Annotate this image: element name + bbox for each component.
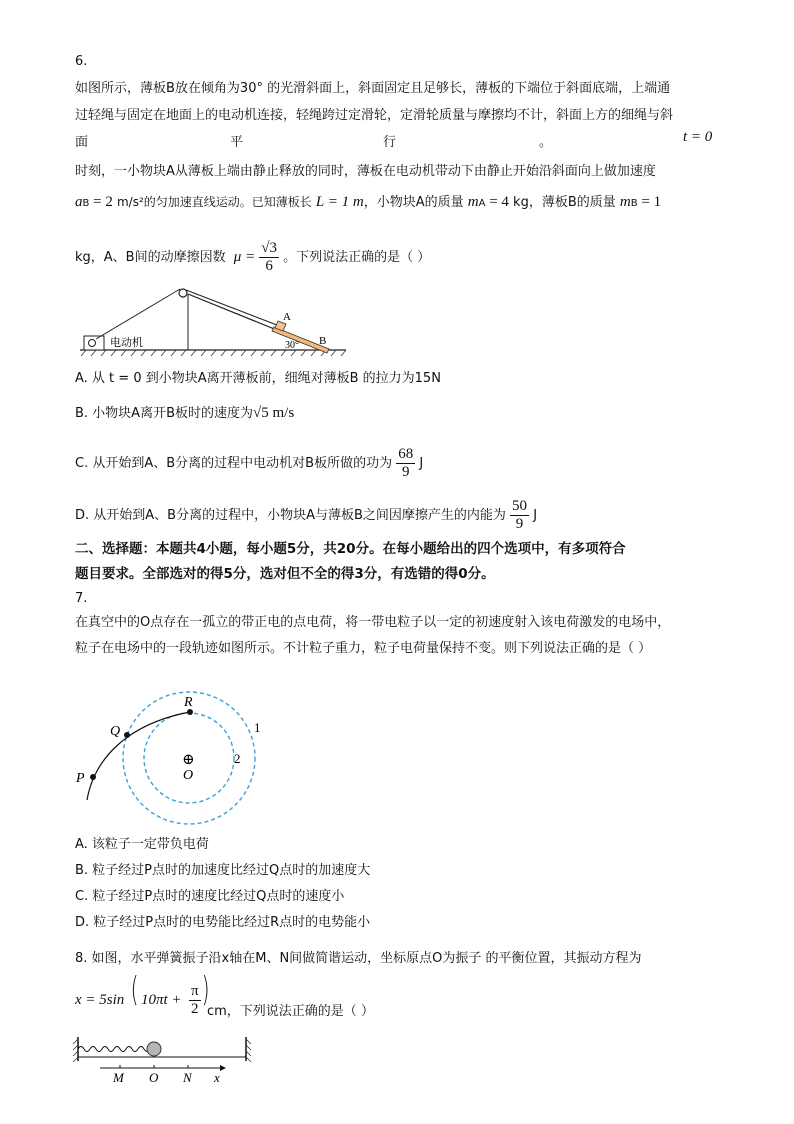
q7-optA: A. 该粒子一定带负电荷 <box>75 837 209 852</box>
optC-frac: $\frac{68}{9}$ <box>398 446 414 480</box>
label-Q: Q <box>110 724 121 739</box>
label-R: R <box>184 695 193 710</box>
q6-mA-eq: = 4 <box>485 194 509 210</box>
label-1: 1 <box>254 720 261 735</box>
q7-line1: 在真空中的O点存在一孤立的带正电的点电荷，将一带电粒子以一定的初速度射入该电荷激发的电场中， <box>75 615 671 630</box>
q6-line3-char: 。 <box>539 135 553 150</box>
label-x: x <box>214 1070 220 1085</box>
point-Q <box>124 732 130 738</box>
point-P <box>90 774 96 780</box>
q6-mA-text: ，小物块A的质量 <box>363 195 464 210</box>
q6-line2: 过轻绳与固定在地面上的电动机连接，轻绳跨过定滑轮，定滑轮质量与摩擦均不计，斜面上方的细绳与斜 <box>75 108 674 123</box>
rope-lower <box>96 289 180 339</box>
label-A: A <box>283 311 291 323</box>
motor-box <box>84 336 104 350</box>
q6-line4: 时刻，一小物块A从薄板上端由静止释放的同时，薄板在电动机带动下由静止开始沿斜面向上做加速度 <box>75 164 656 179</box>
q8-eq-in: 10πt + <box>141 992 182 1008</box>
label-N: N <box>183 1070 192 1085</box>
q8-figure <box>70 1035 260 1085</box>
q6-aB-sub: B <box>82 198 90 209</box>
q6-optB: B. 小物块A离开B板时的速度为√5 m/s <box>75 405 295 421</box>
label-O: O <box>149 1070 159 1085</box>
q6-line1: 如图所示，薄板B放在倾角为30° 的光滑斜面上，斜面固定且足够长，薄板的下端位于斜面底端，上端通 <box>75 81 671 96</box>
q6-optA: A. 从 t = 0 到小物块A离开薄板前，细绳对薄板B 的拉力为15N <box>75 371 441 386</box>
q7-optD: D. 粒子经过P点时的电势能比经过R点时的电势能小 <box>75 915 371 930</box>
motor-label: 电动机 <box>110 336 143 349</box>
charge-symbol: ⊕ <box>182 752 195 768</box>
q7-optC: C. 粒子经过P点时的速度比经过Q点时的速度小 <box>75 889 345 904</box>
x-axis-arrow <box>220 1065 226 1071</box>
q6-line6a: kg，A、B间的动摩擦因数 <box>75 250 226 265</box>
q6-line3-char: 平 <box>230 135 244 150</box>
q6-number: 6. <box>75 54 88 69</box>
q6-L: L = 1 m <box>315 194 364 210</box>
ground-hatch <box>81 350 346 356</box>
q6-optC: C. 从开始到A、B分离的过程中电动机对B板所做的功为 $\frac{68}{9}$ J <box>75 446 424 480</box>
q7-optB: B. 粒子经过P点时的加速度比经过Q点时的加速度大 <box>75 863 371 878</box>
label-B: B <box>319 335 327 347</box>
q6-line5 <box>75 193 661 213</box>
q8-eq-frac: $\frac{\pi}{2}$ <box>191 983 199 1017</box>
q7-line2: 粒子在电场中的一段轨迹如图所示。不计粒子重力，粒子电荷量保持不变。则下列说法正确的是（ ） <box>75 641 652 656</box>
spring <box>78 1047 154 1052</box>
q6-line3-char: 面 <box>75 135 89 150</box>
q7-number: 7. <box>75 591 88 606</box>
section2-line1: 二、选择题：本题共4小题，每小题5分，共20分。在每小题给出的四个选项中，有多项符合 <box>75 541 626 557</box>
label-2: 2 <box>234 751 241 766</box>
optD-frac: $\frac{50}{9}$ <box>512 498 528 532</box>
q6-mB-eq: = 1 <box>637 194 662 210</box>
section2-line2: 题目要求。全部选对的得5分，选对但不全的得3分，有选错的得0分。 <box>75 566 495 582</box>
rope-upper <box>186 290 282 327</box>
q6-mu-frac: $\frac{√3}{6}$ <box>261 240 278 274</box>
q6-optD: D. 从开始到A、B分离的过程中，小物块A与薄板B之间因摩擦产生的内能为 $\frac{50}{9}$ J <box>75 498 538 532</box>
label-O: O <box>183 768 194 783</box>
oscillator-ball <box>147 1042 161 1056</box>
angle-label: 30° <box>285 340 299 351</box>
trajectory <box>87 712 190 800</box>
q6-figure <box>78 280 350 360</box>
q8-line2b: cm，下列说法正确的是（ ） <box>207 1004 374 1019</box>
pulley <box>179 289 187 297</box>
q6-mA: m <box>467 194 479 210</box>
q6-aB-unit: m/s²的匀加速直线运动。已知薄板长 <box>116 195 312 209</box>
q6-t0: t = 0 <box>683 129 713 145</box>
paren-right: ) <box>201 970 210 1010</box>
q6-mB: m <box>619 194 631 210</box>
q7-figure <box>70 690 280 830</box>
q6-mA-sub: A <box>478 198 486 209</box>
q6-mB-sub: B <box>630 198 638 209</box>
label-P: P <box>76 771 85 786</box>
q6-line6b: 。下列说法正确的是（ ） <box>283 250 431 265</box>
paren-left: ( <box>130 970 139 1010</box>
q6-mu: μ = <box>233 249 256 265</box>
q6-aB-eq: = 2 <box>89 194 113 210</box>
q6-line3-char: 行 <box>383 135 397 150</box>
q8-eq-pre: x = 5sin <box>75 992 125 1008</box>
label-M: M <box>113 1070 124 1085</box>
q6-mB-text: kg，薄板B的质量 <box>513 195 616 210</box>
q6-line6 <box>75 240 430 275</box>
q8-line1: 8. 如图，水平弹簧振子沿x轴在M、N间做简谐运动，坐标原点O为振子 的平衡位置，其振动方程为 <box>75 951 642 966</box>
q6-aB: a <box>75 194 83 210</box>
